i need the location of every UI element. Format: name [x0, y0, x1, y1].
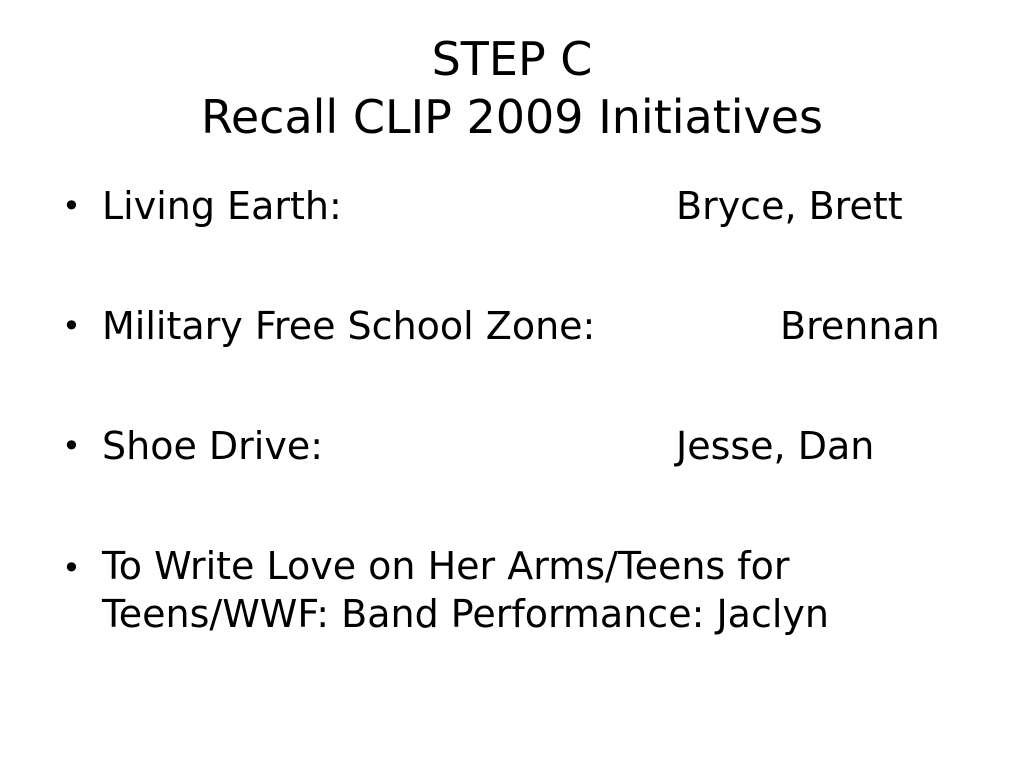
initiative-people: Bryce, Brett	[676, 184, 903, 228]
bullet-marker: •	[62, 549, 81, 587]
bullet-marker: •	[62, 427, 81, 465]
initiative-label: Living Earth:	[102, 184, 342, 228]
title-line-1: STEP C	[431, 32, 593, 86]
initiative-text	[102, 542, 829, 638]
slide-title	[0, 30, 1024, 146]
initiative-label: Shoe Drive:	[102, 424, 324, 468]
bullet-marker: •	[62, 307, 81, 345]
initiative-people: Jesse, Dan	[676, 424, 875, 468]
initiative-text-line-1: To Write Love on Her Arms/Teens for	[102, 544, 790, 588]
initiative-text-line-2: Teens/WWF: Band Performance: Jaclyn	[102, 592, 829, 636]
title-line-2: Recall CLIP 2009 Initiatives	[200, 90, 824, 144]
bullet-marker: •	[62, 187, 81, 225]
initiative-people: Brennan	[780, 304, 940, 348]
initiative-label: Military Free School Zone:	[102, 304, 596, 348]
